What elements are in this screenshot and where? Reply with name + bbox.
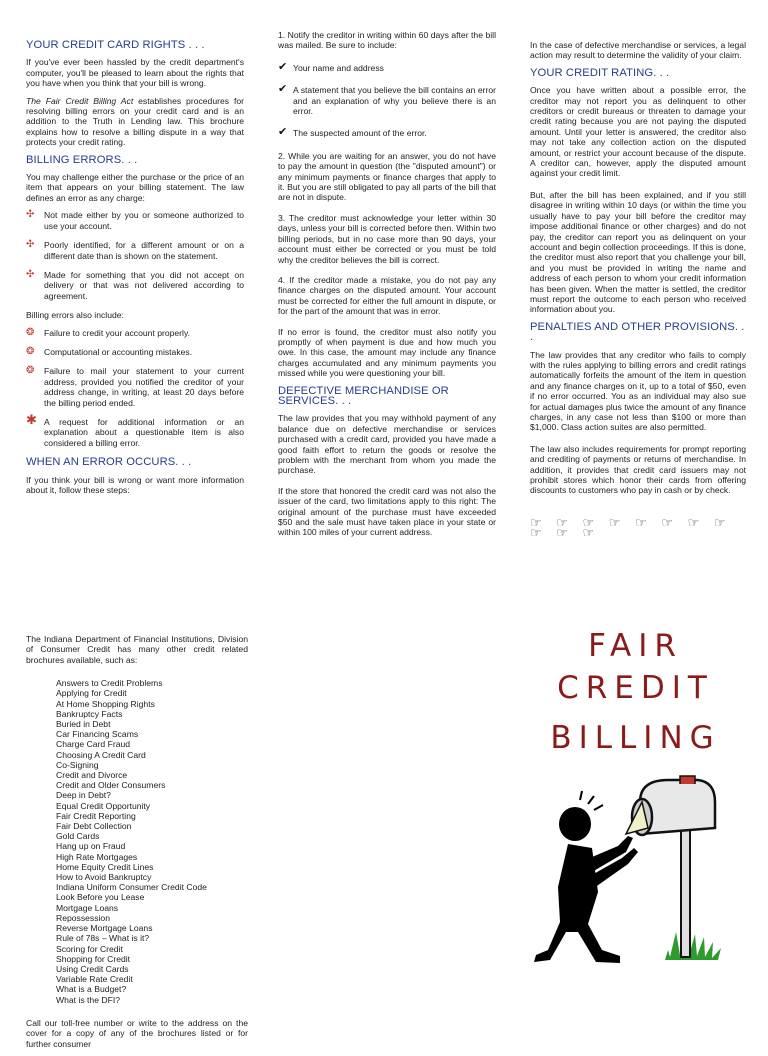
paragraph-occurs: If you think your bill is wrong or want more information about it, follow these steps: (26, 474, 244, 495)
heading-billing-errors: BILLING ERRORS. . . (26, 153, 138, 166)
also-list (26, 328, 244, 449)
brochure-list-item: Fair Credit Reporting (56, 810, 136, 821)
column-1 (26, 34, 244, 502)
step-4: 4. If the creditor made a mistake, you do not pay any finance charges on the disputed amount. Your account must be corrected for either the full amount in dispute, or for the part of the amount that was in error. (278, 274, 496, 317)
brochure-list-item: Fair Debt Collection (56, 821, 132, 832)
spark-bullet-icon: ✣ (26, 209, 35, 221)
brochure-list-item: High Rate Mortgages (56, 851, 138, 862)
checkmark-icon: ✔ (278, 60, 288, 73)
brochure-list-item: Scoring for Credit (56, 943, 123, 954)
charge-list (26, 210, 244, 301)
act-name: The Fair Credit Billing Act (26, 95, 134, 106)
heading-penalties: PENALTIES AND OTHER PROVISIONS. . . (530, 320, 745, 344)
brochure-list-item: Repossession (56, 912, 110, 923)
brochure-list-item: Applying for Credit (56, 688, 127, 699)
list-item: ✔ A statement that you believe the bill contains an error and an explanation of why you believe there is an error. (278, 83, 496, 117)
spark-bullet-icon: ❂ (26, 365, 35, 377)
brochure-list-item: Car Financing Scams (56, 729, 139, 740)
brochure-list-item: Home Equity Credit Lines (56, 861, 154, 872)
asterisk-bullet-icon: ✱ (26, 411, 37, 427)
brochure-list-item: Gold Cards (56, 831, 100, 842)
person-icon (534, 807, 638, 963)
brochure-list-item: Choosing A Credit Card (56, 749, 146, 760)
list-item: ❂ Computational or accounting mistakes. (26, 345, 193, 357)
brochure-panel (26, 634, 248, 1056)
brochure-list-item: Reverse Mortgage Loans (56, 923, 153, 934)
checkmark-icon: ✔ (278, 83, 288, 96)
brochure-list-item: Deep in Debt? (56, 790, 111, 801)
brochure-list-item: Charge Card Fraud (56, 739, 131, 750)
paragraph-requirements: The law also includes requirements for prompt reporting and crediting of payments or returns of merchandise. In addition, it provides that credit card issuers may not prohibit stores which honor their cards from offering discounts to customers who pay in cash or by check. (530, 443, 746, 496)
spark-bullet-icon: ✣ (26, 268, 35, 280)
brochure-list-item: Indiana Uniform Consumer Credit Code (56, 882, 207, 893)
cover-title-credit: CREDIT (557, 670, 714, 706)
brochure-list-item: Shopping for Credit (56, 953, 131, 964)
column-3 (530, 40, 746, 539)
act-description: establishes procedures for resolving billing errors on your credit card and is an addition to the Truth in Lending law. This brochure explains how to resolve a billing dispute in a way that protects your credit rating. (26, 95, 245, 148)
mailbox-post (681, 830, 690, 957)
paragraph-limitations: If the store that honored the credit card was not also the issuer of the card, two limitations apply to this right: The original amount of the purchase must have exceeded $50 and the sale must have taken place in your state or within 100 miles of your current address. (278, 485, 496, 538)
paragraph-act (26, 96, 244, 148)
brochure-list-item: What is a Budget? (56, 984, 127, 995)
brochure-intro: The Indiana Department of Financial Institutions, Division of Consumer Credit has many other credit related brochures available, such as: (26, 634, 248, 665)
footer-text: Call our toll-free number or write to the address on the cover for a copy of any of the brochures listed or for further consumer (26, 1017, 248, 1049)
checkmark-icon: ✔ (278, 126, 288, 139)
paragraph-no-error: If no error is found, the creditor must also notify you promptly of when payment is due and how much you owe. In this case, the amount may include any finance charges accumulated and any minimum payments you missed while you were questioning your bill. (278, 326, 496, 379)
list-item: ❂ Failure to credit your account properly. (26, 326, 191, 338)
paragraph-legal-action: In the case of defective merchandise or services, a legal action may result to determine the validity of your claim. (530, 40, 746, 61)
list-item: ✔ Your name and address (278, 60, 384, 73)
heading-defective: DEFECTIVE MERCHANDISE OR SERVICES. . . (278, 384, 449, 407)
paragraph-withhold: The law provides that you may withhold payment of any balance due on defective merchandise or services purchased with a credit card, provided you have made a good faith effort to return the goods or resolve the problem with the merchant from whom you made the purchase. (278, 413, 496, 476)
brochure-list-item: Credit and Divorce (56, 770, 128, 781)
brochure-list-item: Bankruptcy Facts (56, 708, 123, 719)
list-item: ✣ Poorly identified, for a different amount or on a different date than is shown on the statement. (26, 239, 244, 261)
list-item: ✔ The suspected amount of the error. (278, 126, 427, 139)
brochure-list-item: Buried in Debt (56, 719, 111, 730)
heading-credit-card-rights: YOUR CREDIT CARD RIGHTS . . . (26, 39, 205, 51)
cover-title-billing: BILLING (550, 720, 721, 756)
list-item: ❂ Failure to mail your statement to your current address, provided you notified the creditor of your address change, in writing, at least 20 days before the billing period ended. (26, 365, 244, 408)
paragraph-penalties: The law provides that any creditor who fails to comply with the rules applying to billing errors and credit ratings automatically forfeits the amount of the item in question and any finance charges on it, up to a total of $50, even if no error occurred. You as an individual may also sue for actual damages plus twice the amount of any finance charges, in any case not less than $100 or more than $1,000. Class action suites are also permitted. (530, 349, 746, 433)
step-3: 3. The creditor must acknowledge your letter within 30 days, unless your bill is corrected before then. Within two billing periods, but in no case more than 90 days, your account must either be corrected or you must be told why the creditor believes the bill is correct. (278, 212, 496, 265)
step-1: 1. Notify the creditor in writing within 60 days after the bill was mailed. Be sure to include: (278, 30, 496, 51)
cover-title-fair: FAIR (588, 628, 683, 664)
list-item: ✣ Made for something that you did not accept on delivery or that was not delivered according to agreement. (26, 268, 244, 301)
column-2 (278, 30, 496, 545)
step-2: 2. While you are waiting for an answer, you do not have to pay the amount in question (the "disputed amount") or any minimum payments or finance charges that apply to it. But you are still obligated to pay all parts of the bill that are not in dispute. (278, 150, 496, 203)
brochure-list-item: What is the DFI? (56, 994, 120, 1005)
heading-error-occurs: WHEN AN ERROR OCCURS. . . (26, 456, 192, 469)
brochure-list-item: Rule of 78s – What is it? (56, 933, 150, 944)
include-list (278, 60, 496, 139)
brochure-list-item: Mortgage Loans (56, 902, 119, 913)
brochure-list-item: Using Credit Cards (56, 963, 129, 974)
brochure-list-item: Variable Rate Credit (56, 974, 133, 985)
spark-bullet-icon: ✣ (26, 239, 35, 251)
pointing-hand-divider: ☞ ☞ ☞ ☞ ☞ ☞ ☞ ☞ ☞ ☞ ☞ (530, 514, 732, 541)
mailbox-icon (626, 776, 715, 835)
brochure-list-item: How to Avoid Bankruptcy (56, 872, 152, 883)
spark-bullet-icon: ❂ (26, 345, 35, 357)
motion-lines (580, 791, 603, 810)
brochure-list-item: At Home Shopping Rights (56, 698, 155, 709)
list-item: ✣ Not made either by you or someone authorized to use your account. (26, 209, 244, 231)
brochure-list-item: Hang up on Fraud (56, 841, 126, 852)
mailbox-cartoon-illustration (530, 772, 740, 967)
brochure-list-item: Answers to Credit Problems (56, 678, 163, 689)
paragraph-disagree: But, after the bill has been explained, and if you still disagree in writing within 10 days (or within the time you usually have to pay your bill before the creditor may impose additional finance or other charges) and do not pay, the creditor can report you as delinquent on your account and begin collection proceedings. If this is done, the creditor must also report that you challenge your bill, and you must be provided in writing the name and address of each person to whom your credit information has been given. When the matter is settled, the creditor must report the outcome to each person who received information about you. (530, 189, 746, 315)
paragraph-rating: Once you have written about a possible error, the creditor may not report you as delinquent to other creditors or credit bureaus or threaten to damage your credit rating because you are not paying the disputed amount. Until your letter is answered, the creditor also may not take any collection action on the disputed amount, or restrict your account because of the dispute. A creditor can, however, apply the disputed amount against your credit limit. (530, 85, 746, 179)
paragraph-also: Billing errors also include: (26, 310, 124, 321)
heading-credit-rating: YOUR CREDIT RATING. . . (530, 66, 670, 79)
brochure-list-item: Credit and Older Consumers (56, 780, 166, 791)
brochure-list-item: Co-Signing (56, 759, 99, 770)
paragraph-rights: If you've ever been hassled by the credit department's computer, you'll be pleased to learn about the rights that you have when you think that your bill is wrong. (26, 57, 244, 89)
brochure-list-item: Look Before you Lease (56, 892, 145, 903)
brochure-list (26, 678, 248, 1005)
paragraph-errors: You may challenge either the purchase or the price of an item that appears on your billing statement. The law defines an error as any charge: (26, 172, 244, 203)
brochure-list-item: Equal Credit Opportunity (56, 800, 151, 811)
list-item: ✱ A request for additional information or an explanation about a questionable item is also considered a billing error. (26, 411, 244, 448)
grass-icon (665, 930, 721, 960)
spark-bullet-icon: ❂ (26, 326, 35, 338)
